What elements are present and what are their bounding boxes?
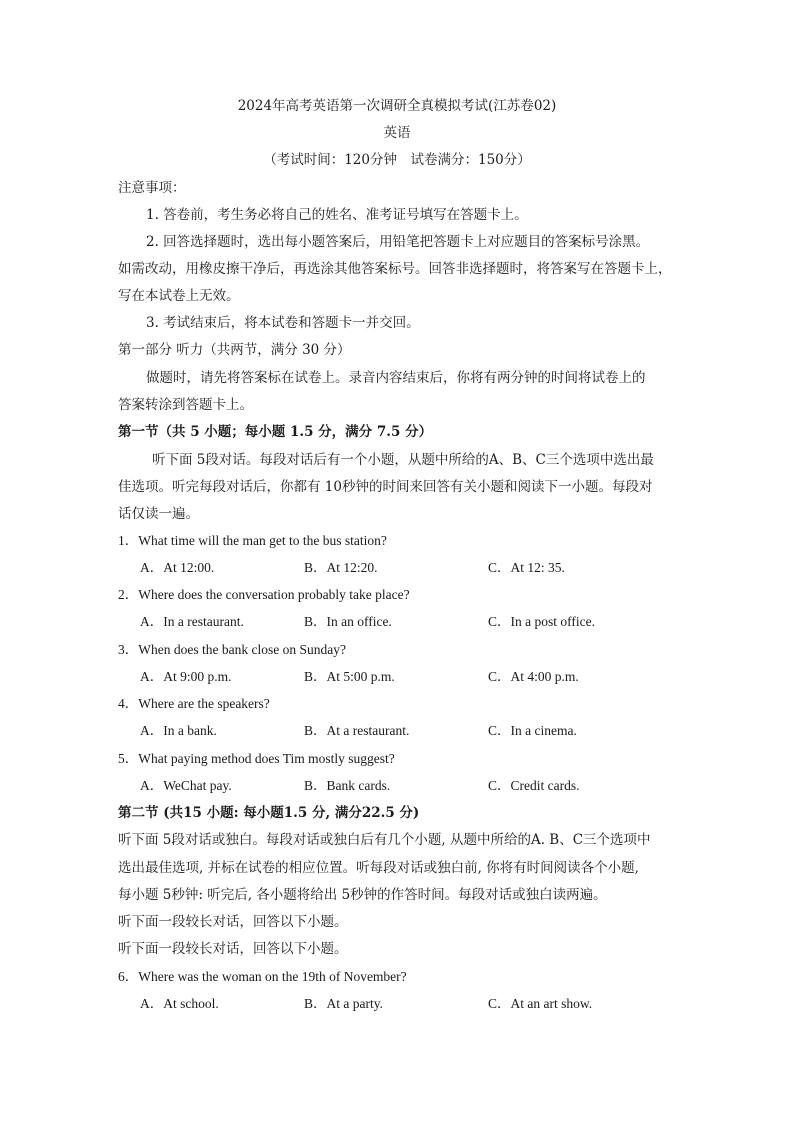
question-6-option-b: B．At a party. <box>304 996 383 1011</box>
section2-heading: 第二节 (共15 小题: 每小题1.5 分, 满分22.5 分) <box>118 805 420 821</box>
note-item-2-line-2: 如需改动，用橡皮擦干净后，再选涂其他答案标号。回答非选择题时，将答案写在答题卡上， <box>118 261 672 277</box>
section2-instruction-2: 听下面一段较长对话，回答以下小题。 <box>118 941 348 957</box>
question-1: 1．What time will the man get to the bus station? <box>118 533 387 548</box>
question-6-option-c: C．At an art show. <box>488 996 593 1011</box>
question-2-option-c: C．In a post office. <box>488 614 595 629</box>
exam-info: （考试时间：120分钟 试卷满分：150分） <box>263 152 531 168</box>
question-3-option-a: A．At 9:00 p.m. <box>140 669 232 684</box>
section2-intro-line-1: 听下面 5段对话或独白。每段对话或独白后有几个小题, 从题中所给的A. B、C三个选项中 <box>118 832 651 848</box>
part1-intro-line-2: 答案转涂到答题卡上。 <box>118 397 253 413</box>
question-1-option-a: A．At 12:00. <box>140 560 215 575</box>
part1-heading: 第一部分 听力（共两节，满分 30 分） <box>118 342 351 358</box>
question-6-option-a: A．At school. <box>140 996 219 1011</box>
question-4-option-c: C．In a cinema. <box>488 723 577 738</box>
question-4-option-a: A．In a bank. <box>140 723 217 738</box>
question-5-option-c: C．Credit cards. <box>488 778 580 793</box>
question-5: 5．What paying method does Tim mostly suggest? <box>118 751 395 766</box>
exam-subject: 英语 <box>383 125 411 141</box>
question-5-option-b: B．Bank cards. <box>304 778 391 793</box>
question-2-option-b: B．In an office. <box>304 614 392 629</box>
section1-intro-line-3: 话仅读一遍。 <box>118 506 199 522</box>
question-2-option-a: A．In a restaurant. <box>140 614 244 629</box>
section1-intro-line-2: 佳选项。听完每段对话后，你都有 10秒钟的时间来回答有关小题和阅读下一小题。每段对 <box>118 479 653 495</box>
exam-title: 2024年高考英语第一次调研全真模拟考试(江苏卷02) <box>237 98 557 114</box>
note-item-1: 1. 答卷前，考生务必将自己的姓名、准考证号填写在答题卡上。 <box>146 207 528 223</box>
section1-intro-line-1: 听下面 5段对话。每段对话后有一个小题，从题中所给的A、B、C三个选项中选出最 <box>152 452 654 468</box>
question-4-option-b: B．At a restaurant. <box>304 723 410 738</box>
question-3: 3．When does the bank close on Sunday? <box>118 642 346 657</box>
section2-intro-line-3: 每小题 5秒钟: 听完后, 各小题将给出 5秒钟的作答时间。每段对话或独白读两遍。 <box>118 887 607 903</box>
question-3-option-b: B．At 5:00 p.m. <box>304 669 395 684</box>
question-3-option-c: C．At 4:00 p.m. <box>488 669 579 684</box>
question-5-option-a: A．WeChat pay. <box>140 778 232 793</box>
question-1-option-b: B．At 12:20. <box>304 560 378 575</box>
section2-intro-line-2: 选出最佳选项, 并标在试卷的相应位置。听每段对话或独白前, 你将有时间阅读各个小题, <box>118 860 639 876</box>
question-4: 4．Where are the speakers? <box>118 696 270 711</box>
section2-instruction-1: 听下面一段较长对话，回答以下小题。 <box>118 914 348 930</box>
section1-heading: 第一节（共 5 小题；每小题 1.5 分，满分 7.5 分） <box>118 424 433 440</box>
part1-intro-line-1: 做题时，请先将答案标在试卷上。录音内容结束后，你将有两分钟的时间将试卷上的 <box>146 370 646 386</box>
question-1-option-c: C．At 12: 35. <box>488 560 565 575</box>
question-2: 2．Where does the conversation probably take place? <box>118 587 410 602</box>
notes-heading: 注意事项： <box>118 180 186 196</box>
question-6: 6．Where was the woman on the 19th of November? <box>118 969 407 984</box>
note-item-2-line-1: 2. 回答选择题时，选出每小题答案后，用铅笔把答题卡上对应题目的答案标号涂黑。 <box>146 234 650 250</box>
note-item-3: 3. 考试结束后，将本试卷和答题卡一并交回。 <box>146 315 420 331</box>
note-item-2-line-3: 写在本试卷上无效。 <box>118 288 240 304</box>
